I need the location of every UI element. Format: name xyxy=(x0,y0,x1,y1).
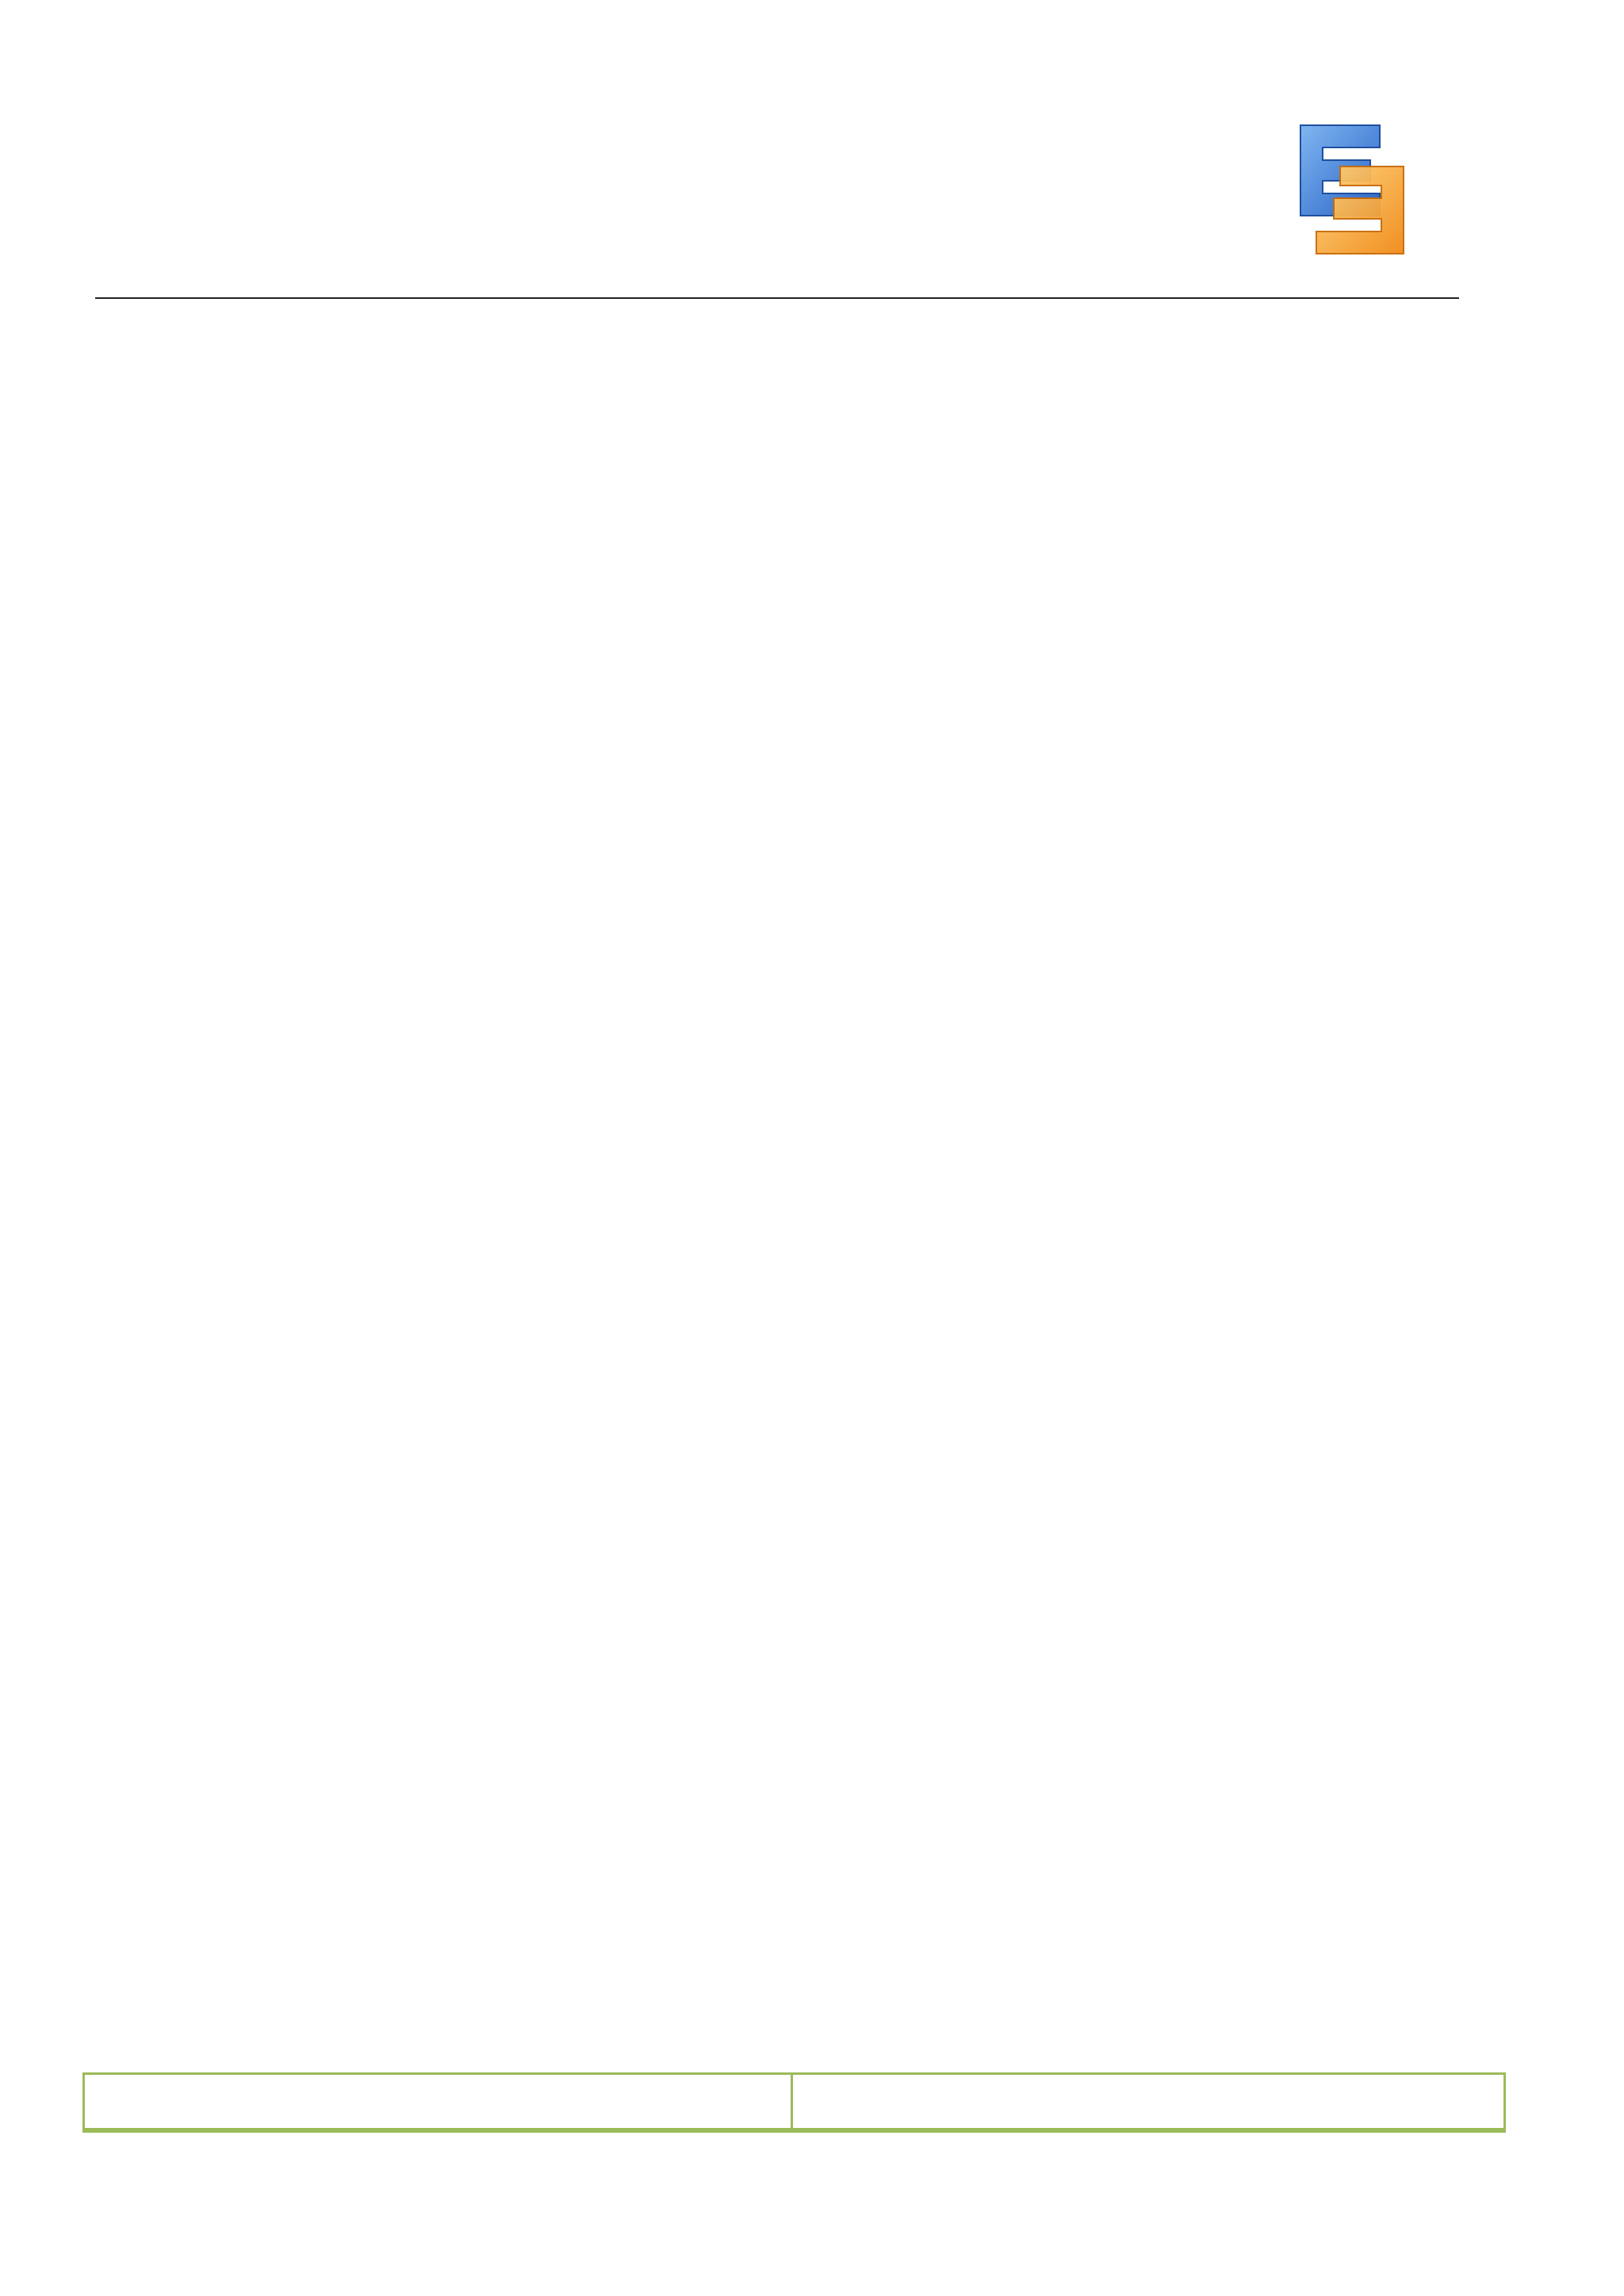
header-rule xyxy=(95,297,1459,299)
edrawsoft-logo xyxy=(1269,119,1443,277)
footer-divider xyxy=(791,2075,793,2128)
page-footer xyxy=(82,2072,1506,2133)
bar-chart-examples xyxy=(95,1625,1015,1879)
